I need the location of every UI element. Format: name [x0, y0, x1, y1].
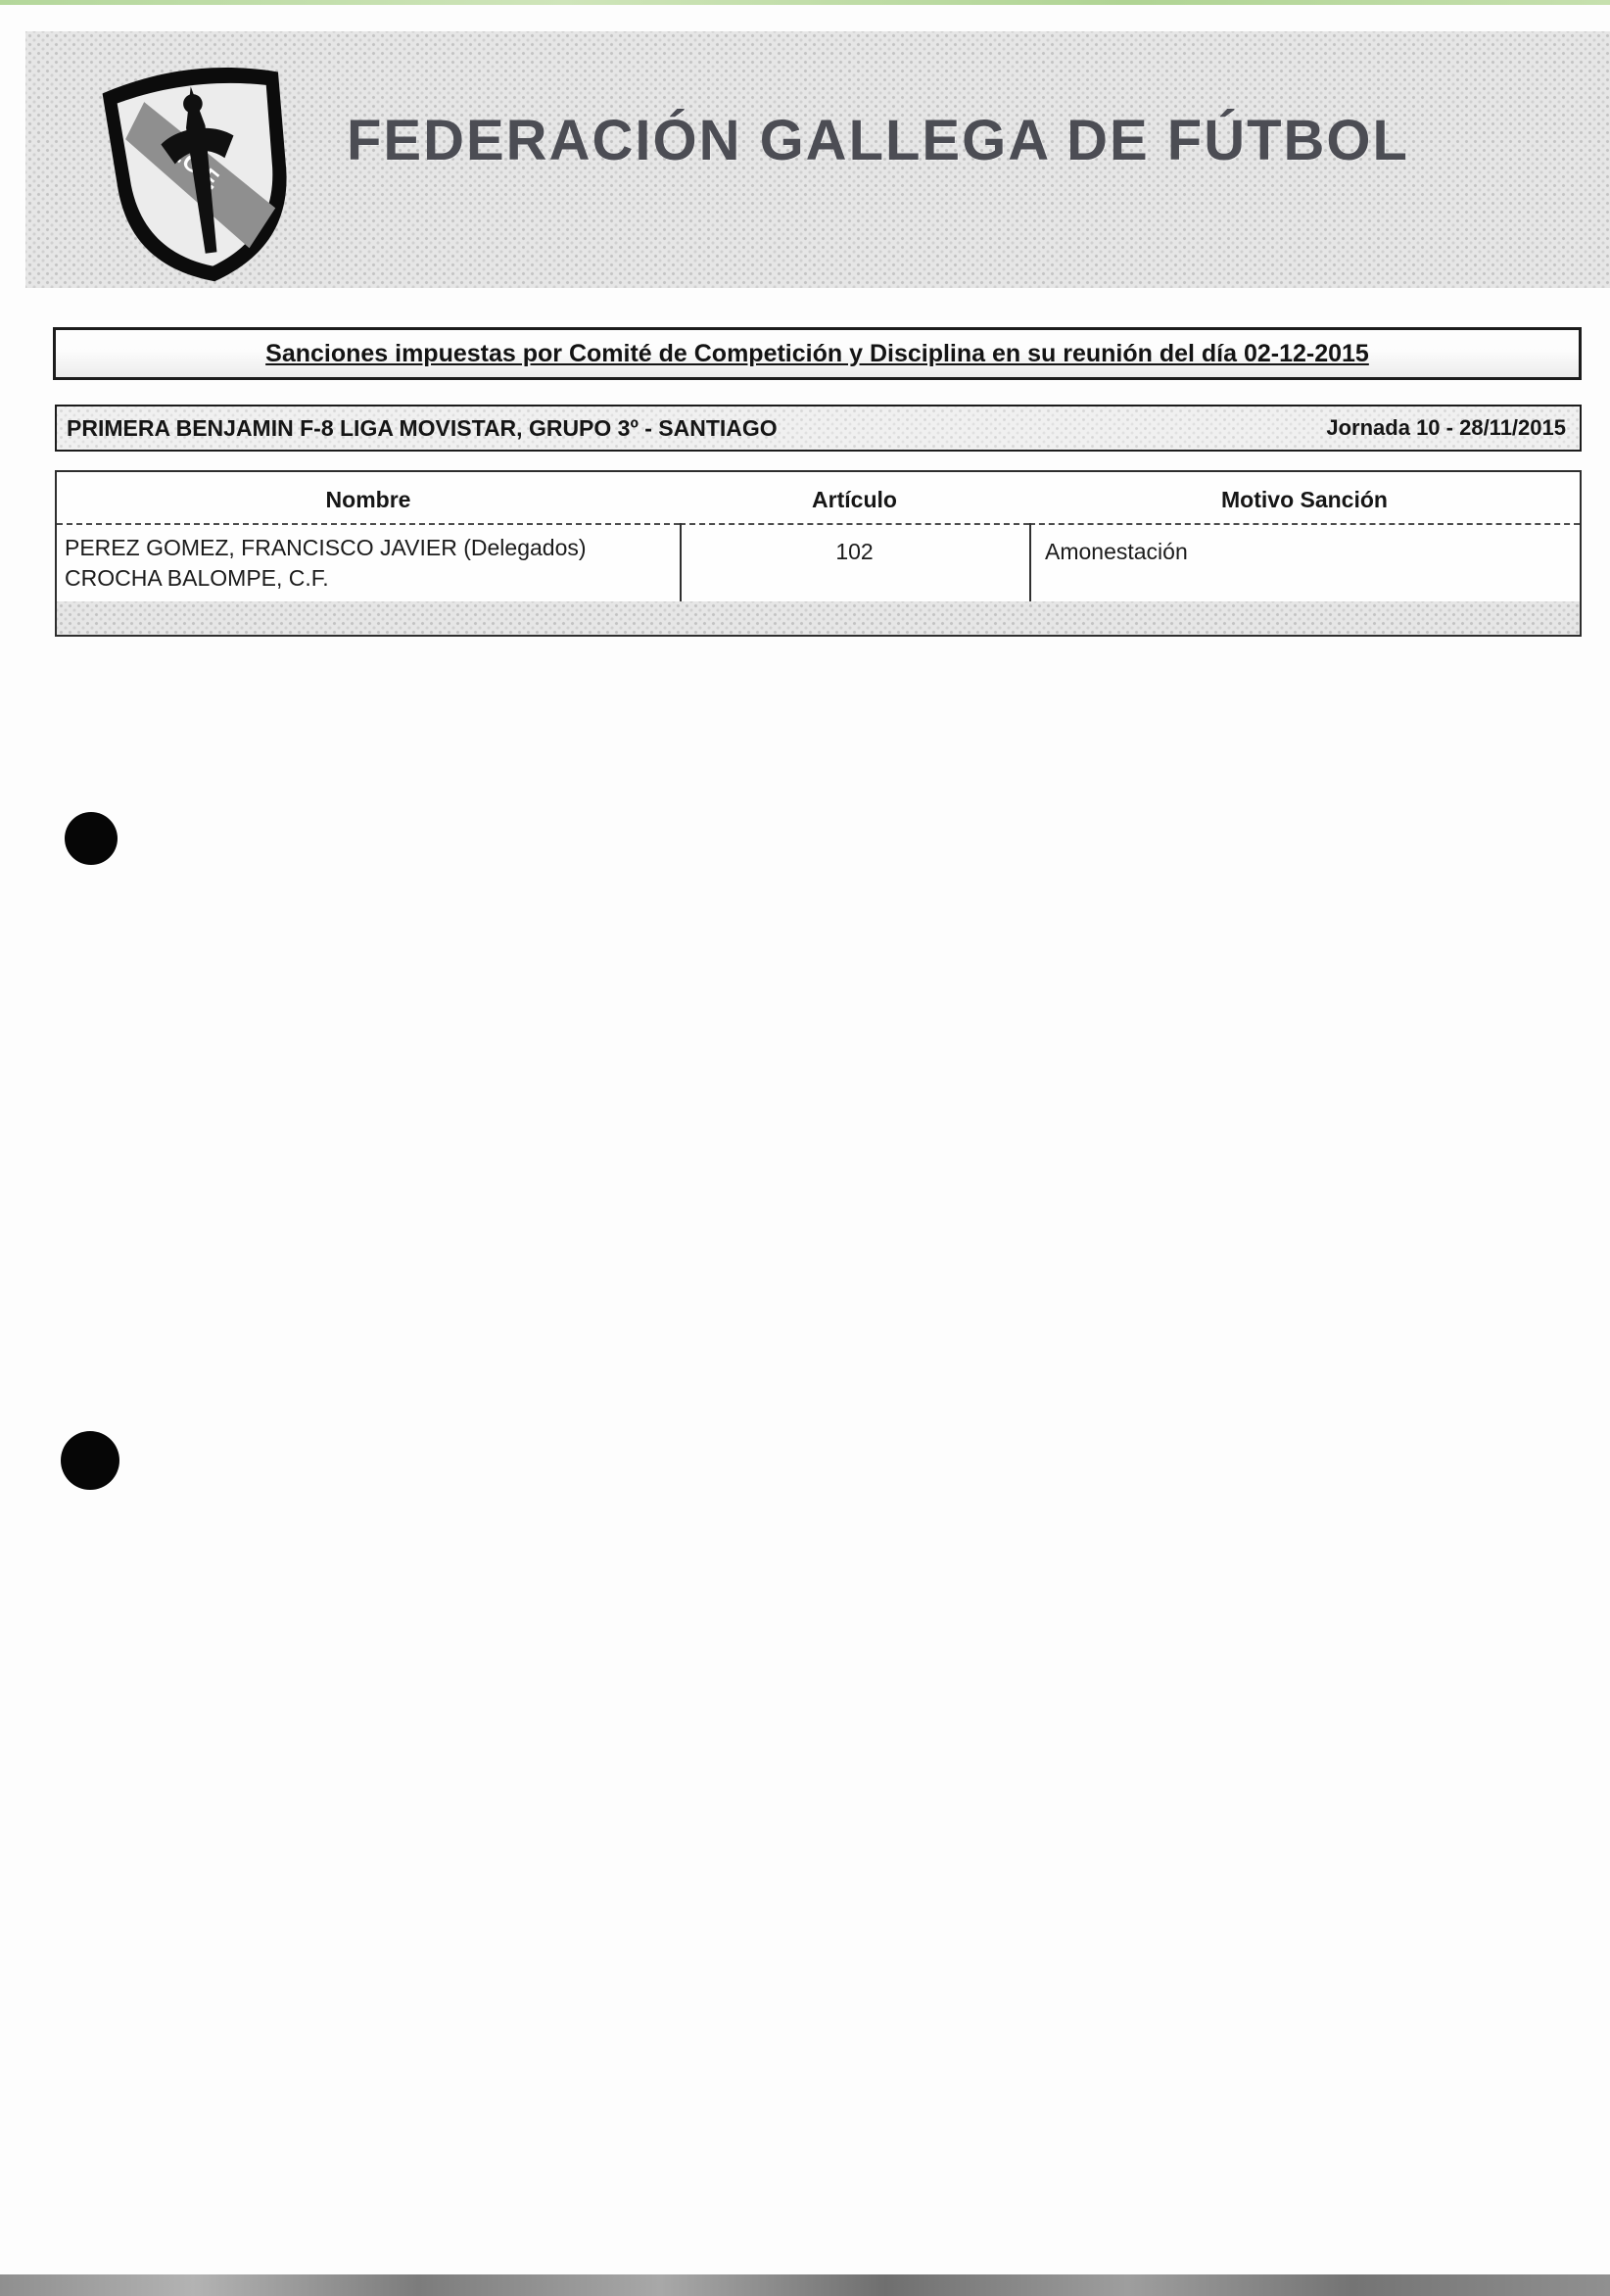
punch-hole — [61, 1431, 119, 1490]
cell-articulo: 102 — [835, 539, 874, 564]
column-divider — [680, 523, 682, 605]
scan-texture-strip — [57, 601, 1580, 635]
scan-edge-top — [0, 0, 1610, 5]
jornada-date: Jornada 10 - 28/11/2015 — [1326, 415, 1566, 440]
punch-hole — [65, 812, 118, 865]
sanctions-title: Sanciones impuestas por Comité de Competición y Disciplina en su reunión del día 02-12-2015 — [265, 339, 1369, 367]
federation-crest-icon — [89, 57, 313, 295]
column-header-articulo: Artículo — [680, 472, 1029, 525]
sanctioned-person-name: PEREZ GOMEZ, FRANCISCO JAVIER (Delegados) — [65, 535, 587, 560]
league-name: PRIMERA BENJAMIN F-8 LIGA MOVISTAR, GRUPO 3º - SANTIAGO — [67, 414, 778, 441]
page-title: FEDERACIÓN GALLEGA DE FÚTBOL — [347, 109, 1409, 172]
cell-motivo: Amonestación — [1045, 539, 1188, 564]
scan-edge-bottom — [0, 2274, 1610, 2296]
column-divider — [1029, 523, 1031, 605]
document-header — [25, 31, 1610, 288]
table-row — [57, 525, 1580, 594]
table-header-row — [57, 472, 1580, 525]
cell-nombre — [57, 533, 680, 594]
sanctioned-person-club: CROCHA BALOMPE, C.F. — [65, 565, 329, 591]
column-header-motivo: Motivo Sanción — [1029, 472, 1580, 525]
sanctions-title-box — [53, 327, 1582, 380]
sanctions-table — [55, 470, 1582, 637]
column-header-nombre: Nombre — [57, 472, 680, 525]
competition-bar — [55, 405, 1582, 452]
